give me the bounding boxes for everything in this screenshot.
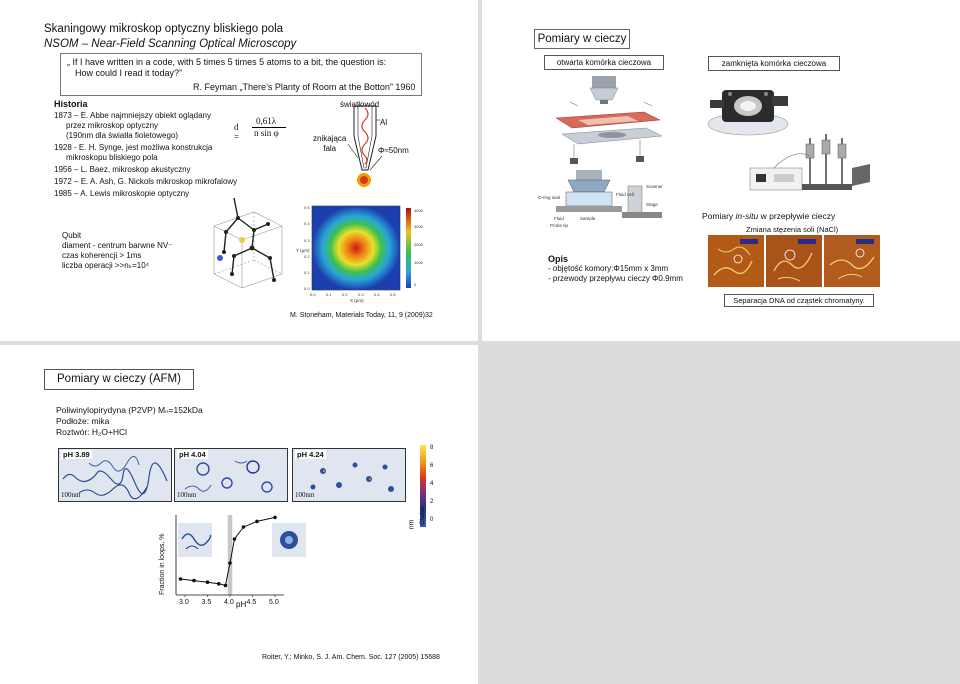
opis-line: - objętość komory:Φ15mm x 3mm [548, 264, 669, 273]
svg-text:0.0: 0.0 [304, 286, 310, 291]
slide-3-citation: Roiter, Y.; Minko, S. J. Am. Chem. Soc. 127 (2005) 15688 [262, 654, 440, 661]
scale-label: 100nm [177, 491, 197, 499]
svg-text:0.1: 0.1 [326, 292, 332, 297]
formula-numerator: 0,61λ [256, 116, 277, 126]
history-line: (190nm dla światła fioletowego) [66, 131, 179, 140]
slide-2-title-box [534, 29, 630, 49]
colorbar-tick: 8 [430, 445, 434, 451]
data-point [217, 582, 221, 586]
schematic-label: Fluid cell [616, 192, 634, 197]
dna-afm-panel [708, 235, 764, 287]
quote-attribution: R. Feyman „There’s Planty of Room at the Botton” 1960 [193, 82, 416, 92]
history-heading: Historia [54, 99, 88, 109]
data-point [273, 516, 277, 520]
ph-label: pH 3.89 [63, 450, 90, 459]
afm-panel [292, 448, 406, 502]
x-tick-label: 4.5 [246, 599, 257, 606]
data-point [179, 577, 183, 581]
dna-caption-box [724, 294, 874, 307]
aperture-label: Φ≈50nm [378, 146, 409, 155]
opis-heading: Opis [548, 254, 569, 264]
diamond-lattice-diagram [196, 196, 292, 298]
chart-x-label: pH [236, 600, 247, 609]
slide-3-title: Pomiary w cieczy (AFM) [57, 373, 181, 385]
dna-afm-panel [824, 235, 880, 287]
data-point [224, 584, 228, 588]
open-cell-label: otwarta komórka cieczowa [556, 58, 652, 67]
al-coating-label: Al [380, 118, 388, 127]
colorbar-tick: 2 [430, 499, 434, 505]
svg-text:3000: 3000 [414, 224, 423, 229]
svg-text:1000: 1000 [414, 260, 423, 265]
afm-info-line: Roztwór: H₂O+HCl [56, 427, 128, 437]
data-point [228, 561, 232, 565]
opis-block [548, 254, 683, 284]
svg-text:0.4: 0.4 [304, 221, 310, 226]
svg-text:0.5: 0.5 [304, 205, 310, 210]
scale-label: 100nm [295, 491, 315, 499]
svg-text:0.1: 0.1 [304, 270, 310, 275]
qubit-line: czas koherencji > 1ms [62, 251, 142, 260]
scale-label: 100nm [61, 491, 81, 499]
slide-2-title: Pomiary w cieczy [537, 33, 627, 45]
schematic-label: Stage [646, 202, 658, 207]
x-tick-label: 3.5 [201, 599, 212, 606]
title-line-2: NSOM – Near-Field Scanning Optical Microscopy [44, 38, 297, 50]
closed-cell-label-box [708, 56, 840, 71]
afm-panel [174, 448, 288, 502]
dna-caption: Separacja DNA od cząstek chromatyny. [733, 296, 865, 305]
history-line: 1956 – L. Baez, mikroskop akustyczny [54, 165, 191, 174]
schematic-label: O-ring seal [538, 195, 561, 200]
svg-text:4000: 4000 [414, 208, 423, 213]
data-point [192, 579, 196, 583]
insitu-title-post: w przepływie cieczy [758, 211, 836, 221]
svg-text:0.4: 0.4 [374, 292, 380, 297]
afm-info-line: Poliwinylopirydyna (P2VP) Mₙ=152kDa [56, 405, 203, 415]
history-line: mikroskopu bliskiego pola [66, 153, 158, 162]
evanescent-label [313, 134, 346, 154]
chart-y-label: Fraction in loops, % [159, 533, 166, 595]
x-tick-label: 5.0 [269, 599, 279, 606]
ph-label: pH 4.24 [297, 450, 324, 459]
closed-cell-label: zamknięta komórka cieczowa [721, 59, 827, 68]
history-line: 1873 – E. Abbe najmniejszy obiekt oglądany [54, 111, 211, 120]
salt-change-label: Zmiana stężenia soli (NaCl) [746, 225, 839, 234]
evanescent-line-1: znikająca [313, 134, 347, 143]
svg-text:0.3: 0.3 [358, 292, 364, 297]
slide-1-title [44, 22, 296, 52]
title-line-1: Skaningowy mikroskop optyczny bliskiego pola [44, 23, 284, 35]
insitu-title [702, 211, 835, 221]
svg-text:0.0: 0.0 [310, 292, 316, 297]
svg-text:0: 0 [414, 282, 417, 287]
history-line: przez mikroskop optyczny [66, 121, 159, 130]
history-line: 1972 – E. A. Ash, G. Nickols mikroskop mikrofalowy [54, 177, 238, 186]
svg-text:0.3: 0.3 [304, 238, 310, 243]
heatmap-y-label: Y (µm) [296, 248, 310, 253]
x-tick-label: 4.0 [224, 599, 234, 606]
schematic-label: Fluid [554, 216, 564, 221]
dna-afm-panels [708, 235, 882, 287]
colorbar-ticks [430, 445, 433, 524]
open-fluid-cell-illustration [548, 74, 668, 168]
qubit-line: diament - centrum barwne NV⁻ [62, 241, 173, 250]
slide-2 [482, 0, 960, 341]
history-line: 1985 – A. Lewis mikroskopie optyczny [54, 189, 190, 198]
qubit-line: Qubit [62, 231, 82, 240]
insitu-title-pre: Pomiary [702, 211, 736, 221]
schematic-label: Probe tip [550, 223, 569, 228]
colorbar-alt-label: Chaine [420, 505, 426, 525]
fiber-label: światłowód [340, 100, 380, 109]
chart-inset-coils [178, 523, 212, 557]
ph-label: pH 4.04 [179, 450, 206, 459]
svg-text:0.2: 0.2 [304, 254, 310, 259]
schematic-label: Scanner [646, 184, 663, 189]
open-cell-label-box [544, 55, 664, 70]
data-point [255, 520, 259, 524]
colorbar-unit: nm [408, 519, 416, 530]
history-block [54, 99, 294, 199]
data-point [206, 580, 210, 584]
formula-denominator: n sin φ [254, 128, 279, 138]
slide-3 [0, 345, 478, 684]
slide-1-citation: M. Stoneham, Materials Today, 11, 9 (2009)32 [290, 312, 433, 319]
schematic-label: Sample [580, 216, 596, 221]
dna-afm-panel [766, 235, 822, 287]
afm-info-block [56, 405, 203, 438]
evanescent-line-2: fala [323, 144, 337, 153]
opis-line: - przewody przepływu cieczy Φ0.9mm [548, 274, 683, 283]
colorbar-tick: 4 [430, 481, 434, 487]
svg-text:0.5: 0.5 [390, 292, 396, 297]
colorbar-tick: 0 [430, 517, 434, 523]
slide-1 [0, 0, 478, 341]
x-tick-label: 3.0 [179, 599, 189, 606]
nsom-intensity-map [294, 200, 434, 304]
svg-text:2000: 2000 [414, 242, 423, 247]
insitu-title-em: in-situ [735, 211, 759, 221]
qubit-block [62, 231, 173, 271]
quote-line-2: How could I read it today?” [75, 68, 183, 78]
slide-3-title-box [44, 369, 194, 390]
colorbar-tick: 6 [430, 463, 434, 469]
svg-text:0.2: 0.2 [342, 292, 348, 297]
afm-panel [58, 448, 172, 502]
chart-inset-globules [272, 523, 306, 557]
qubit-line: liczba operacji >>nₖ=10⁴ [62, 261, 150, 270]
feynman-quote-box [60, 53, 422, 96]
flow-system-illustration [744, 128, 874, 200]
data-point [233, 537, 237, 541]
heatmap-x-label: X (µm) [350, 298, 364, 303]
history-line: 1928 - E. H. Synge, jest możliwa konstrukcja [54, 143, 213, 152]
formula-lhs: d = [234, 122, 240, 142]
quote-line-1: „ If I have written in a code, with 5 times 5 times 5 atoms to a bit, the question is: [67, 57, 387, 67]
afm-info-line: Podłoże: mika [56, 416, 110, 426]
fluid-cell-schematic [536, 170, 686, 230]
data-point [242, 525, 246, 529]
